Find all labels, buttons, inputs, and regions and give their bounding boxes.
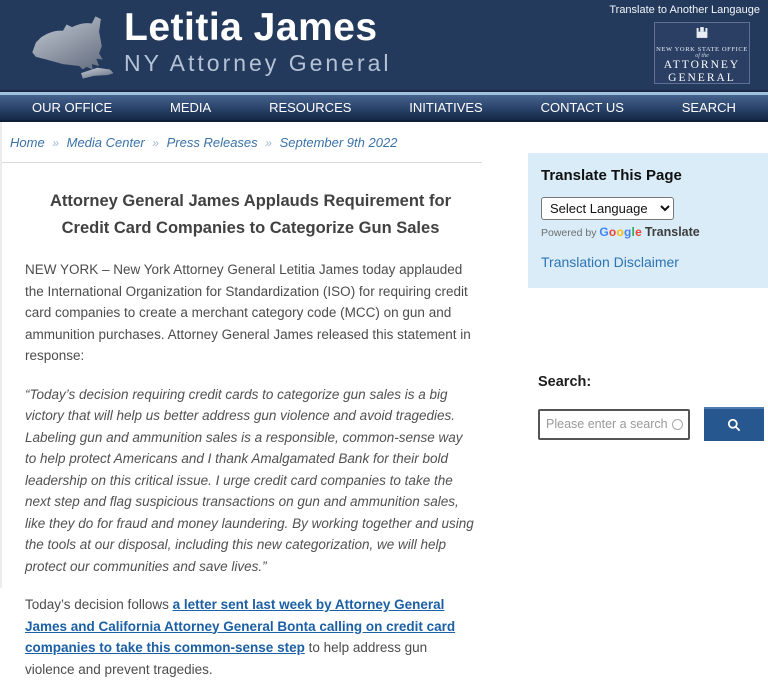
language-select[interactable] <box>541 197 674 220</box>
ny-state-logo-icon <box>26 10 118 84</box>
search-row <box>538 407 768 441</box>
nav-item-search[interactable]: SEARCH <box>681 100 736 115</box>
powered-by-label: Powered by <box>541 227 597 239</box>
main-column <box>2 122 482 677</box>
breadcrumb-separator: » <box>152 136 159 150</box>
nav-item-media[interactable]: MEDIA <box>170 100 212 115</box>
main-navigation <box>0 92 768 122</box>
input-circle-icon <box>672 419 683 430</box>
breadcrumb-media-center[interactable]: Media Center <box>66 135 145 150</box>
article-paragraph-1: NEW YORK – New York Attorney General Letitia James today applauded the International Organization for Standardization (ISO) for requiring credit card companies to create a merchant category code (MCC) on gun and ammunition purchases. Attorney General James released this statement in response: <box>25 262 471 363</box>
site-subtitle: NY Attorney General <box>124 50 392 76</box>
seal-ofthe-line: of the <box>695 53 709 59</box>
nav-item-initiatives[interactable]: INITIATIVES <box>409 100 483 115</box>
seal-office-line: NEW YORK STATE OFFICE <box>656 46 748 53</box>
translate-this-page-box <box>528 153 768 288</box>
paragraph-3-suffix: to help address gun violence and prevent tragedies. <box>25 640 428 677</box>
attorney-general-seal <box>654 22 750 84</box>
google-wordmark: Google <box>599 225 642 239</box>
nav-item-resources[interactable]: RESOURCES <box>269 100 352 115</box>
translate-box-title: Translate This Page <box>541 167 682 184</box>
breadcrumb-separator: » <box>52 136 59 150</box>
article-paragraph-3 <box>25 594 476 680</box>
search-section <box>538 374 768 441</box>
search-label: Search: <box>538 374 592 390</box>
breadcrumb-home[interactable]: Home <box>10 135 45 150</box>
breadcrumb-separator: » <box>265 136 272 150</box>
article-title: Attorney General James Applauds Requirement for Credit Card Companies to Categorize Gun Sales <box>50 192 451 237</box>
nav-item-our-office[interactable]: OUR OFFICE <box>32 100 113 115</box>
search-input[interactable] <box>538 409 690 440</box>
magnifier-icon <box>726 417 742 433</box>
press-release-article <box>2 188 482 680</box>
seal-general-line: GENERAL <box>668 71 736 84</box>
breadcrumb-date[interactable]: September 9th 2022 <box>279 135 398 150</box>
translate-wordmark: Translate <box>644 225 700 239</box>
breadcrumb-press-releases[interactable]: Press Releases <box>166 135 258 150</box>
letter-link[interactable]: a letter sent last week by Attorney General James and California Attorney General Bonta calling on credit card companies to take this common-sense step <box>25 597 456 655</box>
seal-attorney-line: ATTORNEY <box>663 59 741 71</box>
paragraph-3-prefix: Today’s decision follows <box>25 597 173 612</box>
brand-text <box>124 6 392 76</box>
search-input-wrap <box>538 409 690 440</box>
search-button[interactable] <box>704 407 764 441</box>
site-brand <box>26 6 392 84</box>
sidebar <box>482 122 768 588</box>
page-body <box>0 122 768 677</box>
nav-item-contact-us[interactable]: CONTACT US <box>540 100 624 115</box>
seal-crest-icon <box>693 26 711 39</box>
site-header <box>0 0 768 90</box>
powered-by-google <box>541 225 756 239</box>
translation-disclaimer-link[interactable]: Translation Disclaimer <box>541 254 679 270</box>
breadcrumb <box>2 122 482 163</box>
translate-another-language-link[interactable]: Translate to Another Langauge <box>609 4 760 16</box>
article-quote: “Today’s decision requiring credit cards to categorize gun sales is a big victory that will help us better address gun violence and avoid tragedies. Labeling gun and ammunition sales is a responsible, common-sense way to help protect Americans and I thank Amalgamated Bank for their bold leadership on this critical issue. I urge credit card companies to take the next step and flag suspicious transactions on gun and ammunition sales, like they do for fraud and money laundering. By working together and using the tools at our disposal, including this new categorization, we will help protect our communities and save lives.” <box>25 386 474 574</box>
site-title: Letitia James <box>124 6 378 49</box>
